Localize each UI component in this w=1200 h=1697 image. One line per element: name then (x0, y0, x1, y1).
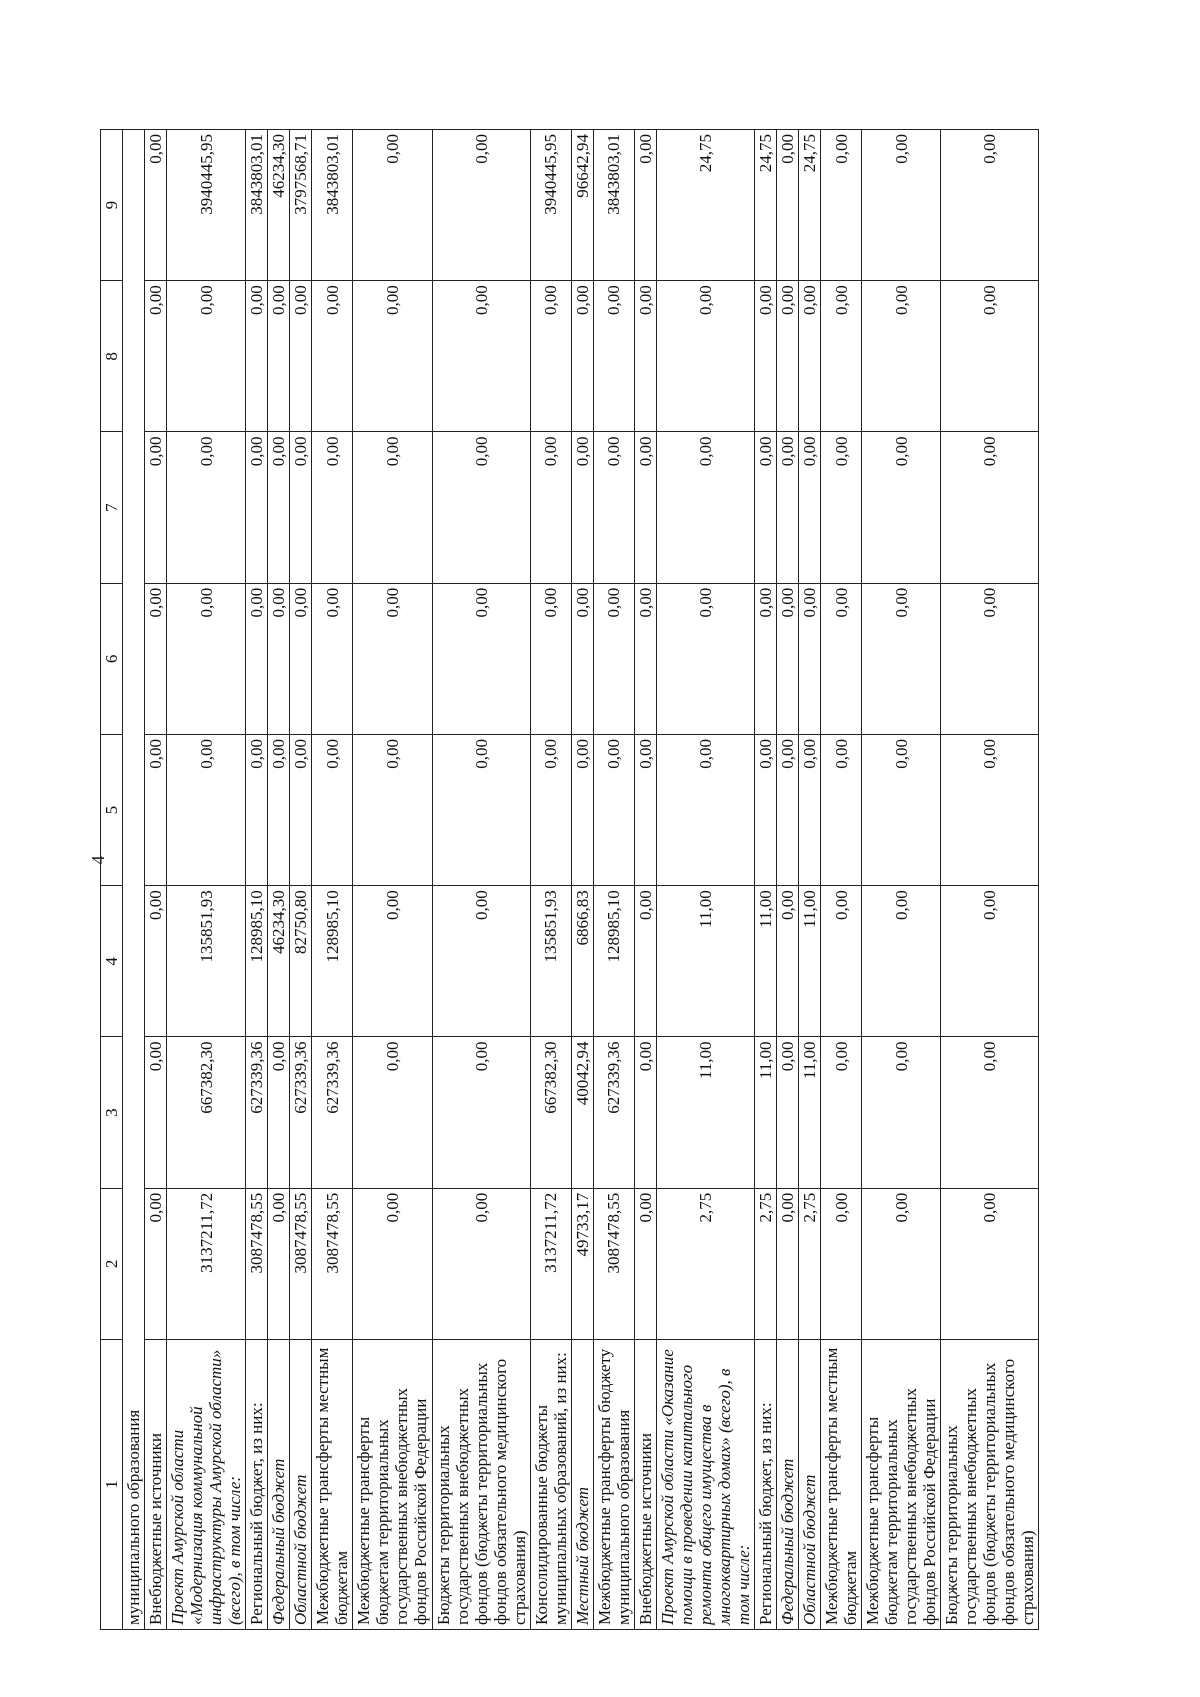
cell-value: 24,75 (799, 130, 821, 281)
cell-value: 0,00 (145, 281, 167, 432)
column-number: 8 (101, 281, 123, 432)
cell-value: 0,00 (290, 583, 312, 734)
cell-value: 0,00 (432, 130, 530, 281)
cell-value: 0,00 (353, 432, 432, 583)
cell-value: 0,00 (777, 432, 799, 583)
cell-value: 0,00 (941, 130, 1039, 281)
cell-value: 0,00 (268, 583, 290, 734)
cell-value: 0,00 (432, 1037, 530, 1188)
cell-value: 0,00 (755, 735, 777, 886)
row-label: Областной бюджет (290, 1340, 312, 1630)
cell-value: 0,00 (145, 1037, 167, 1188)
cell-value: 0,00 (634, 886, 656, 1037)
table-row (167, 130, 246, 1630)
cell-value: 0,00 (246, 583, 268, 734)
cell-value: 40042,94 (571, 1037, 593, 1188)
table-header-row (101, 130, 123, 1630)
cell-value: 0,00 (432, 735, 530, 886)
cell-value: 3087478,55 (246, 1188, 268, 1339)
cell-value: 0,00 (634, 1037, 656, 1188)
cell-value: 0,00 (941, 1188, 1039, 1339)
cell-value: 0,00 (167, 281, 246, 432)
cell-value: 96642,94 (571, 130, 593, 281)
cell-value: 2,75 (755, 1188, 777, 1339)
cell-value: 24,75 (755, 130, 777, 281)
cell-value: 0,00 (862, 130, 941, 281)
cell-value: 0,00 (246, 735, 268, 886)
row-label: Проект Амурской области «Оказание помощи в проведении капитального ремонта общего имущества в многоквартирных домах» (всего), в том числе: (656, 1340, 754, 1630)
cell-value: 11,00 (755, 886, 777, 1037)
cell-value: 0,00 (530, 583, 571, 734)
cell-value: 6866,83 (571, 886, 593, 1037)
cell-value: 128985,10 (246, 886, 268, 1037)
cell-value: 3843803,01 (593, 130, 634, 281)
cell-value: 0,00 (755, 583, 777, 734)
cell-value: 0,00 (656, 735, 754, 886)
cell-value: 0,00 (656, 583, 754, 734)
column-number: 7 (101, 432, 123, 583)
column-number: 3 (101, 1037, 123, 1188)
table-row (290, 130, 312, 1630)
cell-value: 24,75 (656, 130, 754, 281)
cell-value: 0,00 (167, 583, 246, 734)
cell-value: 0,00 (862, 583, 941, 734)
cell-value: 0,00 (353, 130, 432, 281)
row-label: Внебюджетные источники (634, 1340, 656, 1630)
cell-value: 3797568,71 (290, 130, 312, 281)
cell-value: 0,00 (571, 583, 593, 734)
cell-value: 0,00 (167, 735, 246, 886)
cell-value: 0,00 (268, 1188, 290, 1339)
cell-value: 0,00 (353, 281, 432, 432)
table-row (312, 130, 353, 1630)
cell-value: 667382,30 (530, 1037, 571, 1188)
cell-value: 0,00 (312, 281, 353, 432)
cell-value: 627339,36 (290, 1037, 312, 1188)
cell-value: 11,00 (656, 1037, 754, 1188)
cell-value: 0,00 (941, 1037, 1039, 1188)
cell-value: 3843803,01 (312, 130, 353, 281)
column-number: 9 (101, 130, 123, 281)
cell-value: 0,00 (290, 735, 312, 886)
row-label: Региональный бюджет, из них: (755, 1340, 777, 1630)
cell-value: 0,00 (755, 281, 777, 432)
row-label: Местный бюджет (571, 1340, 593, 1630)
cell-value: 11,00 (656, 886, 754, 1037)
table-row (755, 130, 777, 1630)
table-row (353, 130, 432, 1630)
cell-value: 0,00 (821, 432, 862, 583)
cell-value: 0,00 (821, 886, 862, 1037)
cell-value: 11,00 (755, 1037, 777, 1188)
cell-value: 0,00 (941, 281, 1039, 432)
budget-table (100, 129, 1039, 1630)
cell-value: 0,00 (777, 886, 799, 1037)
cell-value: 0,00 (312, 432, 353, 583)
rotated-table-container (100, 130, 1038, 1630)
cell-value: 0,00 (821, 1037, 862, 1188)
table-row (799, 130, 821, 1630)
cell-value: 0,00 (145, 583, 167, 734)
cell-value: 11,00 (799, 886, 821, 1037)
cell-value: 0,00 (593, 432, 634, 583)
row-label: Проект Амурской области «Модернизация коммунальной инфраструктуры Амурской области» (всего), в том числе: (167, 1340, 246, 1630)
cell-value: 49733,17 (571, 1188, 593, 1339)
row-label: Областной бюджет (799, 1340, 821, 1630)
cell-value: 0,00 (530, 735, 571, 886)
cell-value: 0,00 (312, 583, 353, 734)
cell-value: 0,00 (799, 281, 821, 432)
table-row (530, 130, 571, 1630)
table-row (268, 130, 290, 1630)
table-row (246, 130, 268, 1630)
cell-value: 0,00 (145, 1188, 167, 1339)
cell-value: 46234,30 (268, 130, 290, 281)
table-row (656, 130, 754, 1630)
column-number: 2 (101, 1188, 123, 1339)
cell-value: 0,00 (821, 130, 862, 281)
row-label: Внебюджетные источники (145, 1340, 167, 1630)
row-label: Консолидированные бюджеты муниципальных образований, из них: (530, 1340, 571, 1630)
cell-value: 0,00 (777, 1188, 799, 1339)
table-row (593, 130, 634, 1630)
cell-value: 0,00 (593, 735, 634, 886)
cell-value: 0,00 (777, 735, 799, 886)
row-label: Федеральный бюджет (268, 1340, 290, 1630)
cell-value: 0,00 (145, 432, 167, 583)
table-row (123, 130, 145, 1630)
cell-value: 0,00 (268, 735, 290, 886)
cell-value: 0,00 (862, 281, 941, 432)
cell-value: 46234,30 (268, 886, 290, 1037)
cell-value: 0,00 (312, 735, 353, 886)
cell-value: 0,00 (145, 130, 167, 281)
cell-value: 0,00 (777, 130, 799, 281)
cell-value: 0,00 (353, 886, 432, 1037)
cell-value: 0,00 (821, 281, 862, 432)
row-label: Межбюджетные трансферты бюджету муниципального образования (593, 1340, 634, 1630)
table-row (571, 130, 593, 1630)
row-label: Федеральный бюджет (777, 1340, 799, 1630)
table-row (777, 130, 799, 1630)
cell-value: 0,00 (634, 130, 656, 281)
cell-value: 0,00 (656, 432, 754, 583)
cell-value: 0,00 (353, 735, 432, 886)
cell-value: 0,00 (571, 281, 593, 432)
table-row (821, 130, 862, 1630)
cell-value: 0,00 (593, 583, 634, 734)
cell-value: 0,00 (634, 432, 656, 583)
cell-value: 0,00 (634, 735, 656, 886)
cell-value: 0,00 (799, 432, 821, 583)
table-row (634, 130, 656, 1630)
cell-value: 627339,36 (246, 1037, 268, 1188)
cell-value: 0,00 (246, 281, 268, 432)
cell-value: 0,00 (145, 886, 167, 1037)
cell-value: 11,00 (799, 1037, 821, 1188)
cell-value: 0,00 (862, 886, 941, 1037)
row-label: Бюджеты территориальных государственных внебюджетных фондов (бюджеты территориальных фондов обязательного медицинского страхования) (432, 1340, 530, 1630)
cell-value: 3087478,55 (312, 1188, 353, 1339)
cell-value: 3137211,72 (530, 1188, 571, 1339)
row-label: Бюджеты территориальных государственных внебюджетных фондов (бюджеты территориальных фондов обязательного медицинского страхования) (941, 1340, 1039, 1630)
cell-value: 0,00 (799, 735, 821, 886)
cell-value: 3843803,01 (246, 130, 268, 281)
cell-value: 3087478,55 (290, 1188, 312, 1339)
cell-value: 0,00 (290, 281, 312, 432)
cell-value: 0,00 (862, 1037, 941, 1188)
cell-value: 0,00 (821, 1188, 862, 1339)
cell-value: 0,00 (941, 886, 1039, 1037)
row-label: Региональный бюджет, из них: (246, 1340, 268, 1630)
cell-value: 0,00 (268, 281, 290, 432)
cell-value: 0,00 (941, 583, 1039, 734)
cell-value: 0,00 (755, 432, 777, 583)
row-label: Межбюджетные трансферты местным бюджетам (312, 1340, 353, 1630)
cell-value: 0,00 (862, 1188, 941, 1339)
cell-value: 627339,36 (593, 1037, 634, 1188)
cell-value: 0,00 (821, 583, 862, 734)
cell-value: 0,00 (290, 432, 312, 583)
cell-value: 3940445,95 (530, 130, 571, 281)
table-row (145, 130, 167, 1630)
cell-value: 3137211,72 (167, 1188, 246, 1339)
cell-value: 0,00 (821, 735, 862, 886)
row-label: Межбюджетные трансферты бюджетам территориальных государственных внебюджетных фондов Российской Федерации (862, 1340, 941, 1630)
cell-value: 128985,10 (312, 886, 353, 1037)
cell-value: 0,00 (145, 735, 167, 886)
column-number: 4 (101, 886, 123, 1037)
cell-value: 0,00 (777, 583, 799, 734)
column-number: 6 (101, 583, 123, 734)
cell-value: 0,00 (353, 1037, 432, 1188)
cell-value: 0,00 (777, 1037, 799, 1188)
cell-value: 0,00 (530, 281, 571, 432)
cell-value: 0,00 (167, 432, 246, 583)
cell-value: 0,00 (571, 735, 593, 886)
cell-value: 0,00 (799, 583, 821, 734)
cell-value: 0,00 (656, 281, 754, 432)
page-number: 4 (88, 855, 108, 865)
row-label: Межбюджетные трансферты местным бюджетам (821, 1340, 862, 1630)
cell-value: 0,00 (268, 1037, 290, 1188)
cell-value: 82750,80 (290, 886, 312, 1037)
cell-value: 0,00 (353, 583, 432, 734)
column-number: 5 (101, 735, 123, 886)
table-row (432, 130, 530, 1630)
cell-value: 3940445,95 (167, 130, 246, 281)
cell-value: 0,00 (941, 432, 1039, 583)
cell-value: 0,00 (432, 1188, 530, 1339)
row-label: Межбюджетные трансферты бюджетам территориальных государственных внебюджетных фондов Российской Федерации (353, 1340, 432, 1630)
table-row (862, 130, 941, 1630)
cell-value: 135851,93 (167, 886, 246, 1037)
cell-value: 135851,93 (530, 886, 571, 1037)
cell-value: 0,00 (353, 1188, 432, 1339)
cell-value: 0,00 (432, 886, 530, 1037)
table-body (123, 130, 1039, 1630)
table-row (941, 130, 1039, 1630)
column-number: 1 (101, 1340, 123, 1630)
cell-value: 128985,10 (593, 886, 634, 1037)
cell-value: 0,00 (432, 432, 530, 583)
cell-value: 0,00 (634, 1188, 656, 1339)
cell-value: 0,00 (432, 281, 530, 432)
cell-value: 0,00 (530, 432, 571, 583)
row-label: муниципального образования (123, 130, 145, 1630)
cell-value: 2,75 (799, 1188, 821, 1339)
cell-value: 0,00 (268, 432, 290, 583)
cell-value: 0,00 (571, 432, 593, 583)
cell-value: 667382,30 (167, 1037, 246, 1188)
cell-value: 0,00 (941, 735, 1039, 886)
cell-value: 0,00 (862, 432, 941, 583)
cell-value: 0,00 (862, 735, 941, 886)
cell-value: 0,00 (634, 281, 656, 432)
cell-value: 0,00 (593, 281, 634, 432)
cell-value: 0,00 (777, 281, 799, 432)
cell-value: 0,00 (634, 583, 656, 734)
cell-value: 3087478,55 (593, 1188, 634, 1339)
cell-value: 0,00 (432, 583, 530, 734)
cell-value: 0,00 (246, 432, 268, 583)
cell-value: 2,75 (656, 1188, 754, 1339)
cell-value: 627339,36 (312, 1037, 353, 1188)
